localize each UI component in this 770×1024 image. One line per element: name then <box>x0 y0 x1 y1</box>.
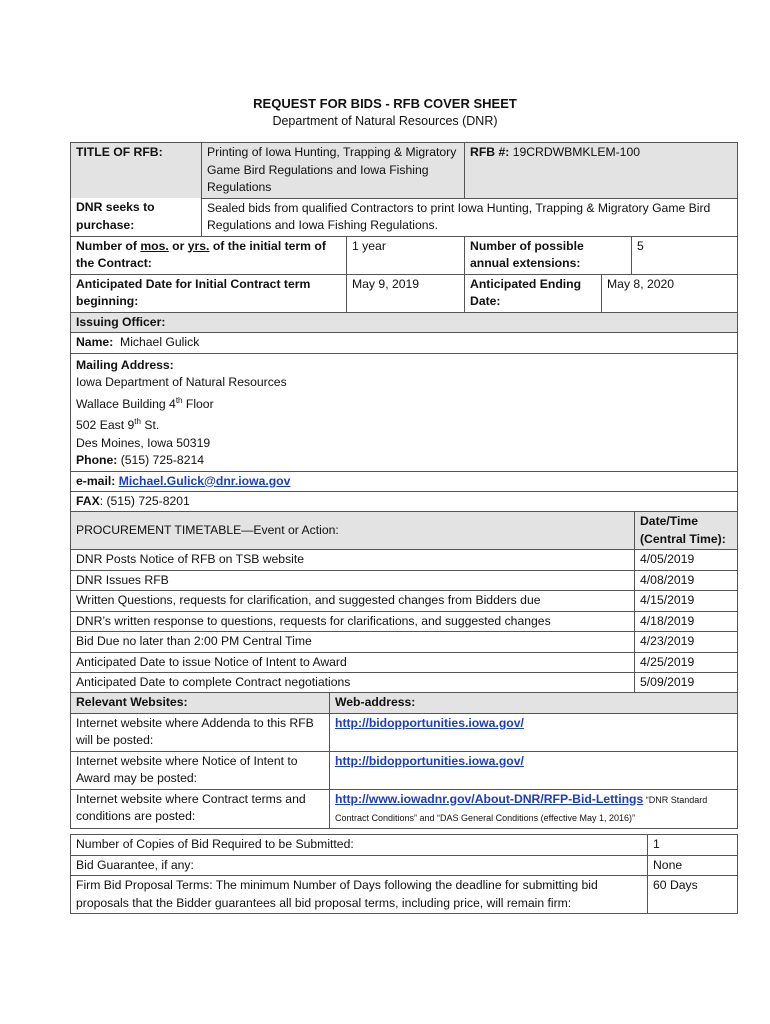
website-label: Internet website where Notice of Intent to Award may be posted: <box>71 751 330 789</box>
website-address <box>330 713 738 751</box>
fax-row <box>71 492 738 513</box>
end-label: Anticipated Ending Date: <box>465 274 602 312</box>
website-label: Internet website where Addenda to this RFB will be posted: <box>71 713 330 751</box>
timetable-date: 5/09/2019 <box>635 673 738 694</box>
rfb-label: RFB #: <box>470 145 510 159</box>
officer-label: Issuing Officer: <box>71 312 738 333</box>
officer-row <box>71 312 738 333</box>
cover-table <box>70 142 738 513</box>
seeks-label: DNR seeks to purchase: <box>71 198 202 236</box>
address-line-2-post: Floor <box>182 396 214 411</box>
address-line-1: Iowa Department of Natural Resources <box>76 375 287 389</box>
website-link[interactable]: http://www.iowadnr.gov/About-DNR/RFP-Bid-Lettings <box>335 791 644 806</box>
mailing-address <box>71 353 738 471</box>
fax-value: : (515) 725-8201 <box>99 494 190 509</box>
timetable-event: DNR’s written response to questions, requests for clarifications, and suggested changes <box>71 611 635 632</box>
timetable-date: 4/15/2019 <box>635 591 738 612</box>
email-link[interactable]: Michael.Gulick@dnr.iowa.gov <box>118 473 291 488</box>
address-line-3 <box>76 413 732 435</box>
address-line-2-text: Wallace Building 4 <box>76 396 176 411</box>
timetable <box>70 511 738 694</box>
timetable-row <box>71 652 738 673</box>
address-line-2-sup: th <box>175 395 183 405</box>
timetable-row <box>71 632 738 653</box>
term-value: 1 year <box>347 236 465 274</box>
term-label-pre: Number of <box>76 238 141 253</box>
timetable-row <box>71 673 738 694</box>
name-row <box>71 333 738 354</box>
timetable-event: Anticipated Date to issue Notice of Intent to Award <box>71 652 635 673</box>
timetable-row <box>71 591 738 612</box>
end-value: May 8, 2020 <box>602 274 738 312</box>
name-label: Name: <box>76 335 114 349</box>
requirement-row <box>71 855 738 876</box>
website-address <box>330 789 738 828</box>
requirement-value: 60 Days <box>648 876 738 914</box>
title-row <box>71 143 738 199</box>
name-value: Michael Gulick <box>120 335 200 349</box>
timetable-event: Bid Due no later than 2:00 PM Central Time <box>71 632 635 653</box>
mailing-row <box>71 353 738 471</box>
seeks-value: Sealed bids from qualified Contractors to print Iowa Hunting, Trapping & Migratory Game Bird Regulations and Iowa Fishing Regulations. <box>202 198 738 236</box>
address-line-3-text: 502 East 9 <box>76 418 135 433</box>
requirement-value: None <box>648 855 738 876</box>
address-line-2 <box>76 392 732 414</box>
address-line-4: Des Moines, Iowa 50319 <box>76 435 211 450</box>
email-row <box>71 471 738 492</box>
timetable-date: 4/25/2019 <box>635 652 738 673</box>
term-label-or: or <box>168 238 188 253</box>
phone-value: (515) 725-8214 <box>120 453 205 468</box>
requirement-value: 1 <box>648 835 738 856</box>
email-line <box>71 471 738 492</box>
term-row <box>71 236 738 274</box>
rfb-value: 19CRDWBMKLEM-100 <box>512 145 641 159</box>
requirement-label: Bid Guarantee, if any: <box>71 855 648 876</box>
title-label: TITLE OF RFB: <box>71 143 202 199</box>
requirement-label: Number of Copies of Bid Required to be Submitted: <box>71 835 648 856</box>
requirements-table <box>70 834 738 914</box>
timetable-date-header: Date/Time (Central Time): <box>635 512 738 550</box>
address-line-3-post: St. <box>140 418 160 433</box>
website-link[interactable]: http://bidopportunities.iowa.gov/ <box>335 715 524 730</box>
timetable-event-header: PROCUREMENT TIMETABLE—Event or Action: <box>71 512 635 550</box>
websites-header-right: Web-address: <box>330 693 738 714</box>
website-row <box>71 789 738 828</box>
requirement-label: Firm Bid Proposal Terms: The minimum Number of Days following the deadline for submitting bid proposals that the Bidder guarantees all bid proposal terms, including price, will remain firm: <box>71 876 648 914</box>
timetable-date: 4/23/2019 <box>635 632 738 653</box>
address-line-3-sup: th <box>134 417 141 427</box>
start-label: Anticipated Date for Initial Contract term beginning: <box>71 274 347 312</box>
timetable-row <box>71 611 738 632</box>
start-row <box>71 274 738 312</box>
email-label: e-mail: <box>76 473 116 488</box>
extensions-label: Number of possible annual extensions: <box>465 236 632 274</box>
timetable-event: DNR Issues RFB <box>71 570 635 591</box>
timetable-date: 4/05/2019 <box>635 550 738 571</box>
page-subtitle: Department of Natural Resources (DNR) <box>272 114 498 128</box>
websites-header <box>71 693 738 714</box>
timetable-row <box>71 570 738 591</box>
term-label <box>71 236 347 274</box>
page-title: REQUEST FOR BIDS - RFB COVER SHEET <box>253 96 517 111</box>
seeks-row <box>71 198 738 236</box>
requirement-row <box>71 876 738 914</box>
rfb-number <box>465 143 738 199</box>
term-label-yrs: yrs. <box>187 238 210 253</box>
term-label-post: of the initial term of the Contract: <box>76 238 326 270</box>
websites-table <box>70 692 738 829</box>
timetable-date: 4/08/2019 <box>635 570 738 591</box>
website-row <box>71 713 738 751</box>
officer-name <box>71 333 738 354</box>
website-address <box>330 751 738 789</box>
extensions-value: 5 <box>632 236 738 274</box>
website-row <box>71 751 738 789</box>
website-label: Internet website where Contract terms and conditions are posted: <box>71 789 330 828</box>
timetable-event: Anticipated Date to complete Contract negotiations <box>71 673 635 694</box>
requirement-row <box>71 835 738 856</box>
phone-label: Phone: <box>76 453 118 468</box>
term-label-mos: mos. <box>140 238 169 253</box>
fax-line <box>71 492 738 513</box>
website-link[interactable]: http://bidopportunities.iowa.gov/ <box>335 753 524 768</box>
website-note: “DNR Standard Contract Conditions” and “DAS General Conditions (effective May 1, 2016)” <box>335 794 708 823</box>
timetable-row <box>71 550 738 571</box>
timetable-event: DNR Posts Notice of RFB on TSB website <box>71 550 635 571</box>
timetable-date: 4/18/2019 <box>635 611 738 632</box>
title-value: Printing of Iowa Hunting, Trapping & Migratory Game Bird Regulations and Iowa Fishing Regulations <box>202 143 465 199</box>
websites-header-left: Relevant Websites: <box>71 693 330 714</box>
timetable-event: Written Questions, requests for clarification, and suggested changes from Bidders due <box>71 591 635 612</box>
start-value: May 9, 2019 <box>347 274 465 312</box>
mailing-label: Mailing Address: <box>76 357 174 372</box>
phone-line <box>76 452 732 470</box>
timetable-header <box>71 512 738 550</box>
fax-label: FAX <box>76 494 100 509</box>
